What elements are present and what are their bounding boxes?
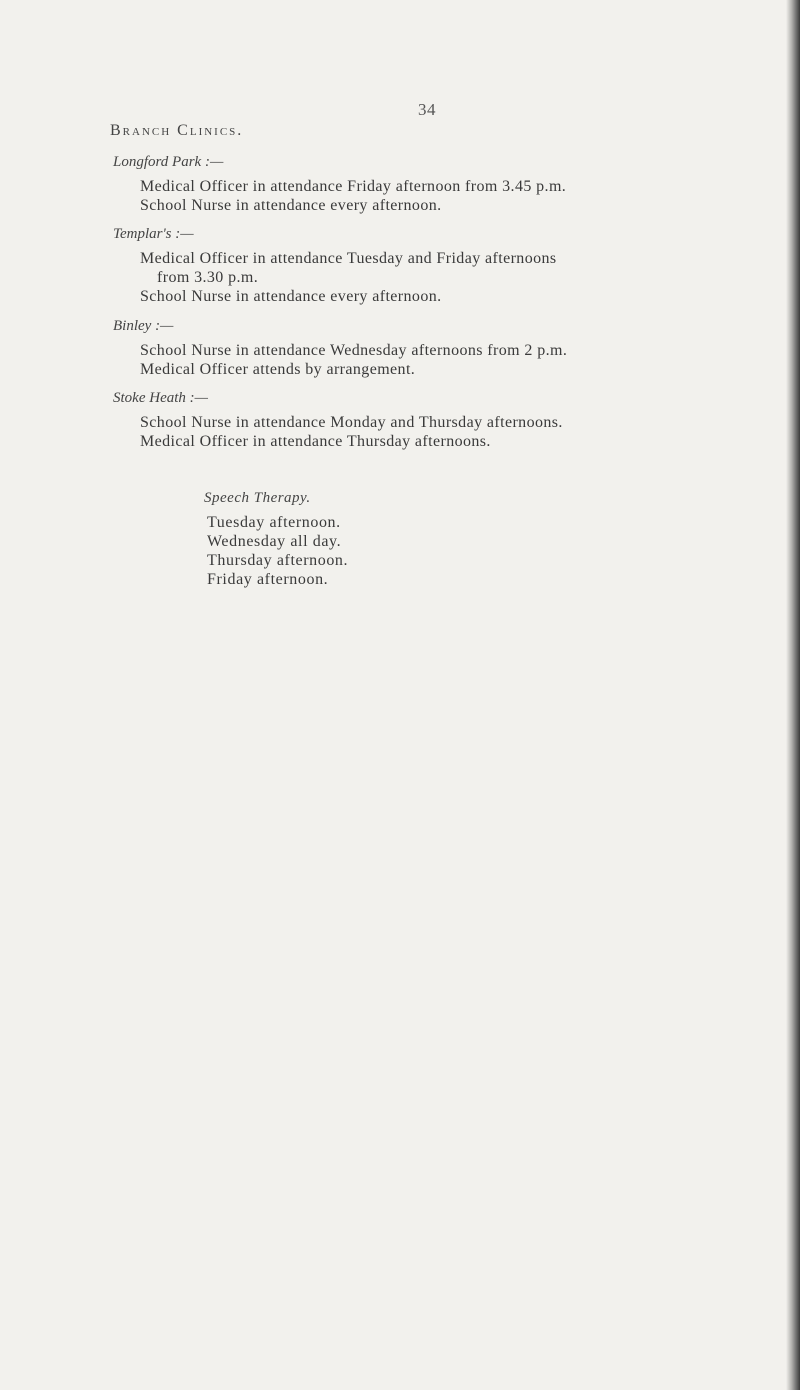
- clinic-templars: [113, 226, 773, 306]
- clinic-line: Medical Officer in attendance Thursday afternoons.: [140, 433, 491, 450]
- clinic-line: School Nurse in attendance every afternoon.: [140, 288, 442, 305]
- clinic-longford-park: [113, 154, 773, 215]
- clinic-line: School Nurse in attendance every afternoon.: [140, 197, 442, 214]
- speech-therapy-heading: Speech Therapy.: [204, 490, 311, 506]
- clinic-binley: [113, 318, 773, 379]
- clinic-name: Binley :—: [113, 318, 174, 334]
- clinic-line: Medical Officer attends by arrangement.: [140, 361, 416, 378]
- clinic-line: School Nurse in attendance Wednesday afternoons from 2 p.m.: [140, 342, 568, 359]
- clinic-line: from 3.30 p.m.: [157, 269, 259, 286]
- clinic-name: Templar's :—: [113, 226, 194, 242]
- clinic-stoke-heath: [113, 390, 773, 451]
- clinic-name: Longford Park :—: [113, 154, 224, 170]
- clinic-line: Medical Officer in attendance Tuesday and Friday afternoons: [140, 250, 557, 267]
- speech-therapy-line: Friday afternoon.: [207, 571, 329, 588]
- page-edge-shadow: [786, 0, 800, 1390]
- clinic-line: School Nurse in attendance Monday and Thursday afternoons.: [140, 414, 563, 431]
- speech-therapy-line: Thursday afternoon.: [207, 552, 349, 569]
- page-number: 34: [418, 100, 436, 119]
- clinic-name: Stoke Heath :—: [113, 390, 208, 406]
- speech-therapy-line: Wednesday all day.: [207, 533, 342, 550]
- section-heading: Branch Clinics.: [110, 122, 244, 139]
- speech-therapy-line: Tuesday afternoon.: [207, 514, 341, 531]
- clinic-line: Medical Officer in attendance Friday afternoon from 3.45 p.m.: [140, 178, 567, 195]
- speech-therapy-section: [204, 490, 604, 589]
